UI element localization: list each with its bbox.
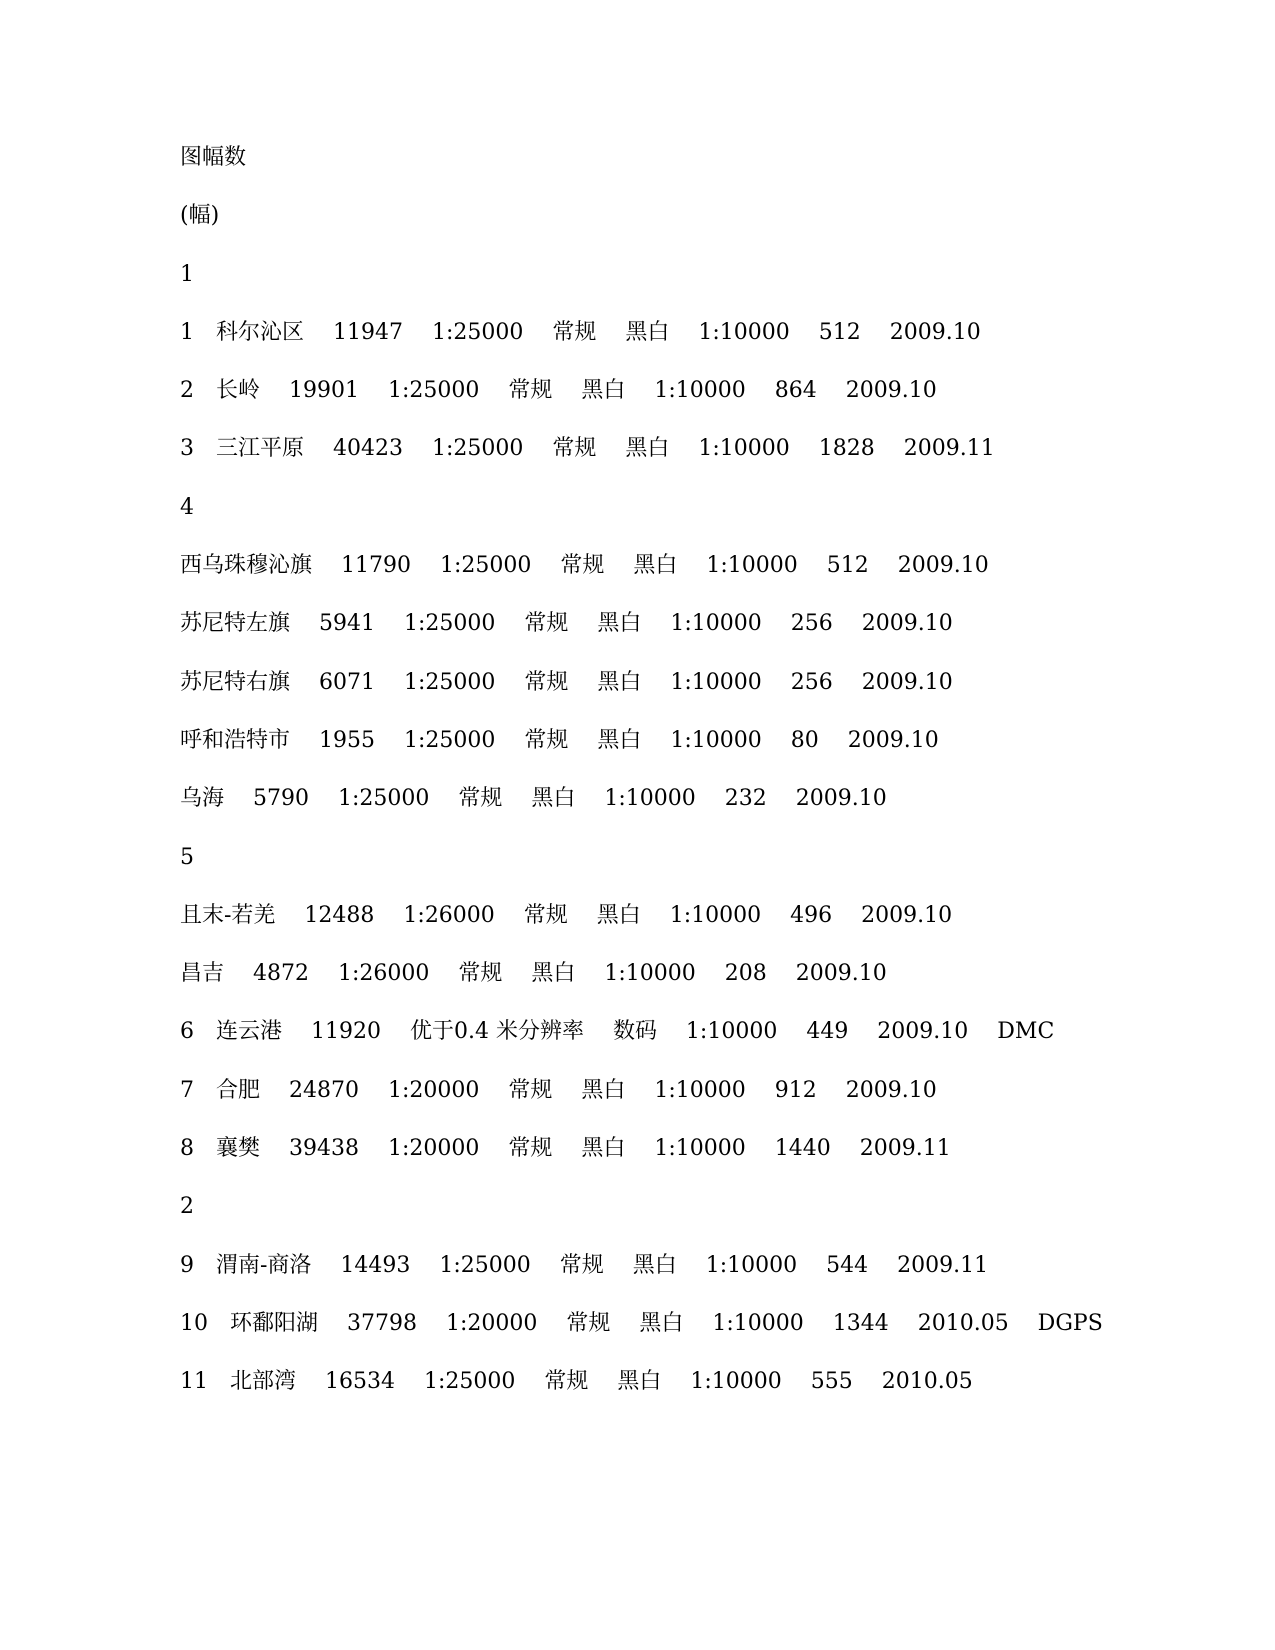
text-line: 苏尼特左旗 5941 1:25000 常规 黑白 1:10000 256 2009.10 — [180, 611, 953, 637]
text-line: 苏尼特右旗 6071 1:25000 常规 黑白 1:10000 256 2009.10 — [180, 669, 953, 695]
text-line: 1 科尔沁区 11947 1:25000 常规 黑白 1:10000 512 2009.10 — [180, 319, 981, 345]
text-line: 4 — [180, 494, 194, 520]
text-line: 11 北部湾 16534 1:25000 常规 黑白 1:10000 555 2010.05 — [180, 1369, 973, 1395]
text-line: 乌海 5790 1:25000 常规 黑白 1:10000 232 2009.10 — [180, 786, 887, 812]
text-line: 呼和浩特市 1955 1:25000 常规 黑白 1:10000 80 2009.10 — [180, 727, 939, 753]
text-line: 9 渭南-商洛 14493 1:25000 常规 黑白 1:10000 544 2009.11 — [180, 1252, 989, 1278]
text-line: 5 — [180, 844, 194, 870]
document-body — [180, 143, 1180, 1426]
text-line: 西乌珠穆沁旗 11790 1:25000 常规 黑白 1:10000 512 2009.10 — [180, 553, 989, 579]
text-line: 昌吉 4872 1:26000 常规 黑白 1:10000 208 2009.10 — [180, 961, 887, 987]
text-line: 10 环鄱阳湖 37798 1:20000 常规 黑白 1:10000 1344 2010.05 DGPS — [180, 1310, 1103, 1336]
text-line: 6 连云港 11920 优于0.4 米分辨率 数码 1:10000 449 2009.10 DMC — [180, 1019, 1055, 1045]
text-line: 图幅数 — [180, 145, 247, 170]
text-line: (幅) — [180, 203, 220, 229]
text-line: 7 合肥 24870 1:20000 常规 黑白 1:10000 912 2009.10 — [180, 1077, 937, 1103]
text-line: 2 长岭 19901 1:25000 常规 黑白 1:10000 864 2009.10 — [180, 378, 937, 404]
text-line: 8 襄樊 39438 1:20000 常规 黑白 1:10000 1440 2009.11 — [180, 1136, 951, 1162]
text-line: 2 — [180, 1194, 194, 1220]
text-line: 且末-若羌 12488 1:26000 常规 黑白 1:10000 496 2009.10 — [180, 902, 953, 928]
text-line: 1 — [180, 261, 194, 287]
text-line: 3 三江平原 40423 1:25000 常规 黑白 1:10000 1828 2009.11 — [180, 436, 995, 462]
